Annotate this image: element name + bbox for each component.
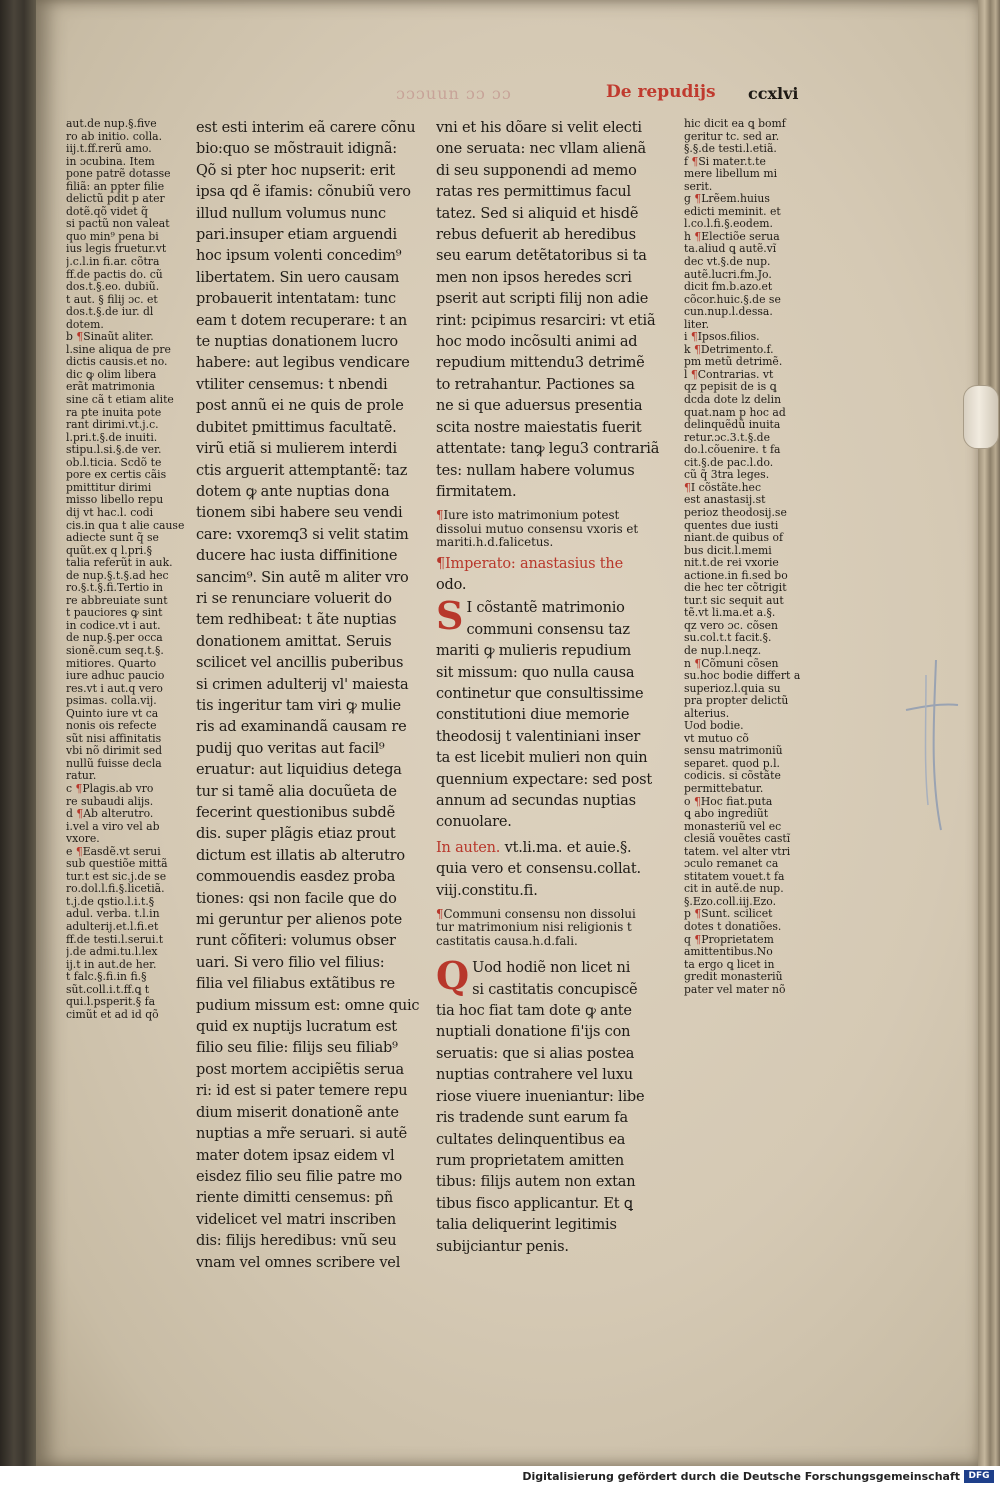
rubric-1-line: ¶Imperato: anastasius the xyxy=(436,555,623,572)
gloss-line: actione.in fi.sed bo xyxy=(684,569,788,582)
gloss-line: si pactũ non valeat xyxy=(66,218,170,231)
gloss-line: ro ab initio. colla. xyxy=(66,130,163,143)
text-line: fecerint questionibus subdẽ xyxy=(196,805,396,821)
gloss-line: pm metũ detrimẽ. xyxy=(684,356,783,369)
gloss-line: su.hoc bodie differt a xyxy=(684,670,801,683)
text-line: uari. Si vero filio vel filius: xyxy=(196,954,385,971)
gloss-line: o ¶Hoc fiat.puta xyxy=(684,795,773,808)
text-line: donationem amittat. Seruis xyxy=(196,633,392,650)
gloss-line: cũ q̃ 3tra leges. xyxy=(684,469,770,482)
text-line: ris tradende sunt earum fa xyxy=(436,1110,628,1127)
text-line: pudij quo veritas aut facil⁹ xyxy=(196,740,385,757)
gloss-line: b ¶Sinaũt aliter. xyxy=(66,331,154,344)
gloss-line: vxore. xyxy=(66,833,100,846)
gloss-line: sine cã t etiam alite xyxy=(66,394,174,407)
summary-note-2 xyxy=(436,908,672,948)
text-line: habere: aut legibus vendicare xyxy=(196,355,410,372)
gloss-line: sũt.coll.i.t.ff.ꝗ t xyxy=(66,983,150,996)
main-text-block-1 xyxy=(436,118,672,503)
gloss-line: adul. verba. t.l.in xyxy=(66,908,160,921)
gloss-line: tẽ.vt li.ma.et a.§. xyxy=(684,607,776,620)
gloss-line: c ¶Plagis.ab vro xyxy=(66,782,154,795)
gloss-line: dicit fm.b.azo.et xyxy=(684,281,773,294)
gloss-line: geritur tc. sed ar. xyxy=(684,130,780,143)
gloss-line: n ¶Cõmuni cõsen xyxy=(684,657,779,670)
gloss-line: h ¶Electiõe serua xyxy=(684,230,780,243)
text-line: pudium missum est: omne quic xyxy=(196,997,420,1014)
gloss-line: edicti meminit. et xyxy=(684,205,781,218)
gloss-line: ta.aliud ꝗ autẽ.vĩ xyxy=(684,243,777,256)
gloss-line: qz pepisit de is ꝗ xyxy=(684,381,777,394)
text-line: theodosij t valentiniani inser xyxy=(436,728,641,745)
gloss-line: l.sine aliqua de pre xyxy=(66,343,171,356)
gloss-line: dij vt hac.l. codi xyxy=(66,506,154,519)
gloss-line: iij.t.ff.rerũ amo. xyxy=(66,143,152,156)
gloss-line: hic dicit ea ꝗ bomf xyxy=(684,118,786,130)
gloss-line: ¶I cõstãte.hec xyxy=(684,481,761,494)
gloss-line: separet. quod p.l. xyxy=(684,757,780,770)
text-line: seruatis: que si alias postea xyxy=(436,1045,635,1062)
text-line: vni et his dõare si velit electi xyxy=(436,120,642,136)
gloss-line: ro.§.t.§.fi.Tertio in xyxy=(66,582,164,595)
gloss-line: sũt nisi affinitatis xyxy=(66,732,162,745)
text-line: ducere hac iusta diffinitione xyxy=(196,548,398,565)
dfg-logo: DFG xyxy=(964,1470,994,1483)
page-fore-edge xyxy=(978,0,1000,1466)
gloss-line: cun.nup.l.dessa. xyxy=(684,306,773,319)
gloss-line: j.c.l.in fi.ar. cõtra xyxy=(66,256,160,269)
text-line: riente dimitti censemus: pñ xyxy=(196,1190,394,1207)
gloss-line: qui.l.psperit.§ fa xyxy=(66,996,156,1009)
rubric-2-label: In auten. xyxy=(436,839,501,856)
main-text-block-2-lines xyxy=(436,593,672,833)
text-line: ctis arguerit attemptantẽ: taz xyxy=(196,462,408,479)
gloss-line: l.pri.t.§.de inuiti. xyxy=(66,431,158,444)
text-line: post mortem accipiẽtis serua xyxy=(196,1061,404,1078)
gloss-column-right xyxy=(684,118,808,996)
gloss-line: liter. xyxy=(684,318,710,331)
text-line: tionem sibi habere seu vendi xyxy=(196,505,403,522)
text-line: mater dotem ipsaz eidem vl xyxy=(196,1147,395,1164)
gloss-line: vt mutuo cõ xyxy=(684,732,749,745)
initial-letter-q: Q xyxy=(436,953,470,999)
book-page xyxy=(36,0,982,1466)
text-line: dis: filijs heredibus: vnũ seu xyxy=(196,1233,397,1250)
text-line: vtiliter censemus: t nbendi xyxy=(196,376,388,393)
text-line: dis. super plãgis etiaz prout xyxy=(196,826,396,843)
gloss-line: k ¶Detrimento.f. xyxy=(684,343,774,356)
gloss-line: mere libellum mi xyxy=(684,168,778,181)
text-line: riose viuere inueniantur: libe xyxy=(436,1088,645,1105)
gloss-line: superioz.l.quia su xyxy=(684,682,781,695)
gloss-line: tur.t sic sequit aut xyxy=(684,594,784,607)
text-line: eam t dotem recuperare: t an xyxy=(196,312,408,329)
gloss-line: p ¶Sunt. scilicet xyxy=(684,908,773,921)
summary-line: ¶Iure isto matrimonium potest xyxy=(436,509,620,523)
text-line: dubitet pmittimus facultatẽ. xyxy=(196,419,397,436)
gloss-line: ra pte inuita pote xyxy=(66,406,162,419)
gloss-line: permittebatur. xyxy=(684,782,764,795)
gloss-line: nit.t.de rei vxorie xyxy=(684,557,779,570)
main-text-column-right xyxy=(436,118,672,1258)
folio-number: ccxlvi xyxy=(748,84,799,103)
text-line: tur si tamẽ alia docuũeta de xyxy=(196,783,397,800)
summary-line: dissolui mutuo consensu vxoris et xyxy=(436,522,639,536)
gloss-line: pmittitur dirimi xyxy=(66,481,152,494)
text-line: seu earum detẽtatoribus si ta xyxy=(436,248,647,265)
gloss-line: filiã: an ppter filie xyxy=(66,180,165,193)
text-line: probauerit intentatam: tunc xyxy=(196,291,396,308)
gloss-line: psimas. colla.vij. xyxy=(66,695,157,708)
gloss-line: dcda dote lz delin xyxy=(684,394,782,407)
gloss-line: dotẽ.qõ videt q̃ xyxy=(66,205,148,218)
text-line: quennium expectare: sed post xyxy=(436,771,653,788)
credit-footer xyxy=(0,1466,1000,1488)
gloss-line: die hec ter cõtrigit xyxy=(684,582,787,595)
text-line: conuolare. xyxy=(436,814,512,831)
gloss-line: ff.de testi.l.serui.t xyxy=(66,933,164,946)
gloss-line: su.col.t.t facit.§. xyxy=(684,632,772,645)
summary-note-1 xyxy=(436,509,672,549)
text-line: tes: nullam habere volumus xyxy=(436,462,635,479)
text-line: I cõstantẽ matrimonio xyxy=(466,600,625,617)
gloss-line: delinquẽdũ inuita xyxy=(684,419,781,432)
gloss-line: niant.de quibus of xyxy=(684,532,783,545)
gloss-line: qz vero ɔc. cõsen xyxy=(684,619,779,632)
gloss-line: dec vt.§.de nup. xyxy=(684,256,771,269)
gloss-line: misso libello repu xyxy=(66,494,164,507)
rubric-2-rest: vt.li.ma. et auie.§. xyxy=(500,839,632,856)
gloss-line: gredit monasteriũ xyxy=(684,971,783,984)
gloss-line: re abbreuiate sunt xyxy=(66,594,168,607)
text-line: commouendis easdez proba xyxy=(196,869,396,886)
gloss-line: Uod bodie. xyxy=(684,720,744,733)
text-line: scilicet vel ancillis puberibus xyxy=(196,655,404,672)
text-line: tibus: filijs autem non extan xyxy=(436,1174,636,1191)
credit-text: Digitalisierung gefördert durch die Deutsche Forschungsgemeinschaft xyxy=(522,1470,960,1483)
gloss-line: dos.t.§.eo. dubiũ. xyxy=(66,281,160,294)
text-line: bio:quo se mõstrauit idignã: xyxy=(196,141,397,158)
gloss-line: serit. xyxy=(684,180,713,193)
running-head: De repudijs xyxy=(606,82,716,102)
text-line: ta est licebit mulieri non quin xyxy=(436,750,648,767)
text-line: sancim⁹. Sin autẽ m aliter vro xyxy=(196,569,409,586)
text-line: cultates delinquentibus ea xyxy=(436,1131,626,1148)
gloss-line: tatem. vel alter vtri xyxy=(684,845,791,858)
gloss-line: sub questiõe mittã xyxy=(66,858,168,871)
gloss-line: dotes t donatiões. xyxy=(684,921,782,933)
text-line: tia hoc fiat tam dote ꝙ ante xyxy=(436,1003,632,1020)
gloss-line: retur.ɔc.3.t.§.de xyxy=(684,431,770,444)
gloss-line: dictis causis.et no. xyxy=(66,356,168,369)
gloss-column-left xyxy=(66,118,192,1021)
text-line: quid ex nuptijs lucratum est xyxy=(196,1019,397,1036)
text-line: quia vero et consensu.collat. xyxy=(436,861,641,878)
text-line: hoc ipsum volenti concedim⁹ xyxy=(196,248,402,265)
text-line: care: vxoremq3 si velit statim xyxy=(196,526,409,543)
gloss-line: talia referũt in auk. xyxy=(66,557,173,570)
gloss-line: iure adhuc paucio xyxy=(66,670,165,683)
text-line: mi geruntur per alienos pote xyxy=(196,912,403,929)
text-line: filia vel filiabus extãtibus re xyxy=(196,976,395,993)
text-line: tibus fisco applicantur. Et ꝗ xyxy=(436,1195,633,1212)
gloss-line: pone patrẽ dotasse xyxy=(66,168,171,181)
page-header xyxy=(36,82,982,108)
text-line: annum ad secundas nuptias xyxy=(436,793,636,809)
gloss-line: erãt matrimonia xyxy=(66,381,155,394)
gloss-line: i ¶Ipsos.filios. xyxy=(684,331,760,344)
gloss-line: l ¶Contrarias. vt xyxy=(684,368,774,381)
text-line: subijciantur penis. xyxy=(436,1238,569,1255)
text-line: si crimen adulterij vl' maiesta xyxy=(196,676,409,693)
gloss-line: re subaudi alijs. xyxy=(66,795,154,808)
text-line: constitutioni diue memorie xyxy=(436,707,630,724)
text-line: rint: pcipimus resarciri: vt etiã xyxy=(436,312,656,329)
gloss-line: ius legis fruetur.vt xyxy=(66,243,167,256)
gloss-line: sionẽ.cum seq.t.§. xyxy=(66,644,164,657)
gloss-line: bus dicit.l.memi xyxy=(684,544,772,557)
text-line: communi consensu taz xyxy=(466,621,630,638)
text-line: tis ingeritur tam viri ꝙ mulie xyxy=(196,697,401,714)
text-line: ne si que aduersus presentia xyxy=(436,398,643,415)
gloss-line: quo min⁹ pena bi xyxy=(66,230,159,243)
gloss-line: dos.t.§.de iur. dl xyxy=(66,306,154,319)
text-line: rebus defuerit ab heredibus xyxy=(436,227,636,244)
gloss-line: Quinto iure vt ca xyxy=(66,707,159,720)
text-line: ratas res permittimus facul xyxy=(436,184,631,201)
text-line: virũ etiã si mulierem interdi xyxy=(196,441,397,458)
gloss-line: dic ꝙ olim libera xyxy=(66,368,157,381)
text-line: ri se renunciare voluerit do xyxy=(196,590,392,607)
gloss-line: adiecte sunt q̃ se xyxy=(66,532,159,545)
gloss-line: cõcor.huic.§.de se xyxy=(684,293,781,306)
text-line: ri: id est si pater temere repu xyxy=(196,1083,408,1100)
gloss-line: mitiores. Quarto xyxy=(66,657,157,670)
gloss-line: §.Ezo.coll.iij.Ezo. xyxy=(684,895,777,908)
text-line: post annũ ei ne quis de prole xyxy=(196,398,404,415)
text-line: hoc modo incõsulti animi ad xyxy=(436,334,638,351)
text-line: to retrahantur. Pactiones sa xyxy=(436,376,635,393)
gloss-line: nonis ois refecte xyxy=(66,720,157,733)
gloss-line: f ¶Si mater.t.te xyxy=(684,155,766,168)
gloss-line: delictũ pdit p ater xyxy=(66,193,165,206)
gloss-line: amittentibus.No xyxy=(684,946,773,959)
text-line: ris ad examinandã causam re xyxy=(196,719,407,736)
gloss-line: monasteriũ vel ec xyxy=(684,820,782,833)
gloss-line: q ¶Proprietatem xyxy=(684,933,774,946)
gloss-line: §.§.de testi.l.etiã. xyxy=(684,143,777,156)
gloss-line: de nup.§.per occa xyxy=(66,632,163,645)
gloss-line: ta ergo ꝗ licet in xyxy=(684,958,775,971)
gloss-line: ratur. xyxy=(66,770,97,783)
gloss-line: perioz theodosij.se xyxy=(684,506,787,519)
gloss-line: dotem. xyxy=(66,318,104,331)
gloss-line: clesiã vouẽtes castĩ xyxy=(684,833,791,846)
text-line: dium miserit donationẽ ante xyxy=(196,1104,399,1121)
gloss-line: stitatem vouet.t fa xyxy=(684,870,785,883)
text-line: te nuptias donationem lucro xyxy=(196,334,398,351)
gloss-line: do.l.cõuenire. t fa xyxy=(684,444,781,457)
text-line: men non ipsos heredes scri xyxy=(436,269,632,286)
text-line: firmitatem. xyxy=(436,483,517,500)
gloss-line: est anastasij.st xyxy=(684,494,766,507)
text-line: di seu supponendi ad memo xyxy=(436,162,637,179)
gloss-line: l.co.l.fi.§.eodem. xyxy=(684,218,773,231)
initial-letter-s: S xyxy=(436,593,464,639)
text-line: vnam vel omnes scribere vel xyxy=(196,1254,401,1271)
summary-line: ¶Communi consensu non dissolui xyxy=(436,908,636,922)
gloss-line: ij.t in aut.de her. xyxy=(66,958,157,971)
text-line: ipsa qd ẽ ifamis: cõnubiũ vero xyxy=(196,184,411,201)
text-line: nuptias a mr̃e seruari. si autẽ xyxy=(196,1126,408,1143)
text-line: continetur que consultissime xyxy=(436,685,644,702)
gloss-line: i.vel a viro vel ab xyxy=(66,820,160,833)
gloss-line: cis.in qua t alie cause xyxy=(66,519,185,532)
gloss-line: tur.t est sic.j.de se xyxy=(66,870,167,883)
rubric-2 xyxy=(436,838,672,859)
rubric-1-line-2: odo. xyxy=(436,576,467,593)
text-line: est esti interim eã carere cõnu xyxy=(196,120,416,136)
text-line: dotem ꝙ ante nuptias dona xyxy=(196,483,390,500)
text-line: repudium mittendu3 detrimẽ xyxy=(436,355,645,372)
gloss-line: t pauciores ꝙ sint xyxy=(66,607,163,620)
gloss-line: t aut. § filij ɔc. et xyxy=(66,293,158,306)
gloss-line: aut.de nup.§.five xyxy=(66,118,157,130)
text-line: Qõ si pter hoc nupserit: erit xyxy=(196,162,395,179)
gloss-line: ro.dol.l.fi.§.licetiã. xyxy=(66,883,165,896)
gloss-line: pra propter delictũ xyxy=(684,695,789,708)
gloss-line: de nup.§.t.§.ad hec xyxy=(66,569,169,582)
text-line: illud nullum volumus nunc xyxy=(196,205,386,222)
gloss-line: j.de admi.tu.l.lex xyxy=(66,946,158,959)
text-line: nuptiali donatione fi'ijs con xyxy=(436,1024,631,1041)
gloss-line: quat.nam p hoc ad xyxy=(684,406,786,419)
rubric-1 xyxy=(436,554,672,597)
text-line: videlicet vel matri inscriben xyxy=(196,1211,397,1228)
text-line: pserit aut scripti filij non adie xyxy=(436,291,649,308)
gloss-line: g ¶Lrẽem.huius xyxy=(684,193,770,206)
main-text-column-left xyxy=(196,118,426,1274)
text-line: filio seu filie: filijs seu filiab⁹ xyxy=(196,1040,398,1057)
gloss-line: adulterij.et.l.fi.et xyxy=(66,921,159,933)
text-line: eisdez filio seu filie patre mo xyxy=(196,1168,402,1185)
gloss-line: cit.§.de pac.l.do. xyxy=(684,456,774,469)
text-line: scita nostre maiestatis fuerit xyxy=(436,419,642,436)
main-text-block-4 xyxy=(436,953,672,1258)
gloss-line: e ¶Easdẽ.vt serui xyxy=(66,845,161,858)
gloss-line: cimũt et ad id qõ xyxy=(66,1008,159,1021)
text-line: Uod hodiẽ non licet ni xyxy=(472,960,631,977)
gloss-line: d ¶Ab alterutro. xyxy=(66,808,154,821)
gloss-line: t falc.§.fi.in fi.§ xyxy=(66,971,147,984)
gloss-line: in ɔcubina. Item xyxy=(66,155,155,168)
text-line: si castitatis concupiscẽ xyxy=(472,981,638,998)
gloss-line: alterius. xyxy=(684,707,730,720)
text-line: eruatur: aut liquidius detega xyxy=(196,762,402,779)
main-text-block-3 xyxy=(436,859,672,902)
rubric-2-line xyxy=(436,838,672,859)
summary-line: castitatis causa.h.d.fali. xyxy=(436,934,578,948)
text-line: tiones: qsi non facile que do xyxy=(196,890,397,907)
text-line: nuptias contrahere vel luxu xyxy=(436,1067,633,1084)
show-through-text: ɔɔɔuun ɔɔ ɔɔ xyxy=(396,84,512,103)
summary-line: tur matrimonium nisi religionis t xyxy=(436,921,632,935)
text-line: pari.insuper etiam arguendi xyxy=(196,227,397,244)
text-line: tem redhibeat: t ãte nuptias xyxy=(196,612,397,629)
gloss-line: t.j.de qstio.l.i.t.§ xyxy=(66,895,155,908)
clasp-tab-icon xyxy=(963,385,999,449)
text-line: viij.constitu.fi. xyxy=(436,882,538,899)
gloss-line: de nup.l.neqz. xyxy=(684,644,762,657)
text-line: tatez. Sed si aliquid et hisdẽ xyxy=(436,205,639,222)
gloss-line: cit in autẽ.de nup. xyxy=(684,883,784,896)
gloss-line: ff.de pactis do. cũ xyxy=(66,268,163,281)
text-line: runt cõfiteri: volumus obser xyxy=(196,933,396,950)
gloss-line: in codice.vt i aut. xyxy=(66,619,161,632)
text-line: dictum est illatis ab alterutro xyxy=(196,847,405,864)
text-line: one seruata: nec vllam alienã xyxy=(436,141,646,158)
gloss-line: vbi nõ dirimit sed xyxy=(66,745,163,758)
facing-page-edge xyxy=(0,0,40,1466)
text-line: sit missum: quo nulla causa xyxy=(436,664,635,681)
text-line: attentate: tanꝙ legu3 contrariã xyxy=(436,441,660,458)
text-line: rum proprietatem amitten xyxy=(436,1152,625,1169)
gloss-line: ꝗ abo ingrediũt xyxy=(684,808,769,821)
text-line: talia deliquerint legitimis xyxy=(436,1217,617,1234)
text-line: mariti ꝙ mulieris repudium xyxy=(436,643,632,660)
pencil-mark-icon xyxy=(896,655,966,835)
gloss-line: quentes due iusti xyxy=(684,519,779,532)
gloss-line: autẽ.lucri.fm.Jo. xyxy=(684,268,772,281)
gloss-line: nullũ fuisse decla xyxy=(66,757,162,770)
gloss-line: codicis. si cõstãte xyxy=(684,770,781,783)
gloss-line: pater vel mater nõ xyxy=(684,983,786,996)
summary-line: mariti.h.d.falicetus. xyxy=(436,536,554,550)
gloss-line: ɔculo remanet ca xyxy=(684,858,779,871)
gloss-line: ob.l.ticia. Scdõ te xyxy=(66,456,162,469)
gloss-line: quũt.ex q l.pri.§ xyxy=(66,544,153,557)
gloss-line: res.vt i aut.q vero xyxy=(66,682,163,695)
text-line: libertatem. Sin uero causam xyxy=(196,269,400,286)
main-text-block-2 xyxy=(436,593,672,833)
gloss-line: stipu.l.si.§.de ver. xyxy=(66,444,162,457)
gloss-line: pore ex certis cãis xyxy=(66,469,167,482)
gloss-line: rant dirimi.vt.j.c. xyxy=(66,419,159,432)
main-text-block-4-lines xyxy=(436,953,672,1258)
gloss-line: sensu matrimoniũ xyxy=(684,745,783,758)
